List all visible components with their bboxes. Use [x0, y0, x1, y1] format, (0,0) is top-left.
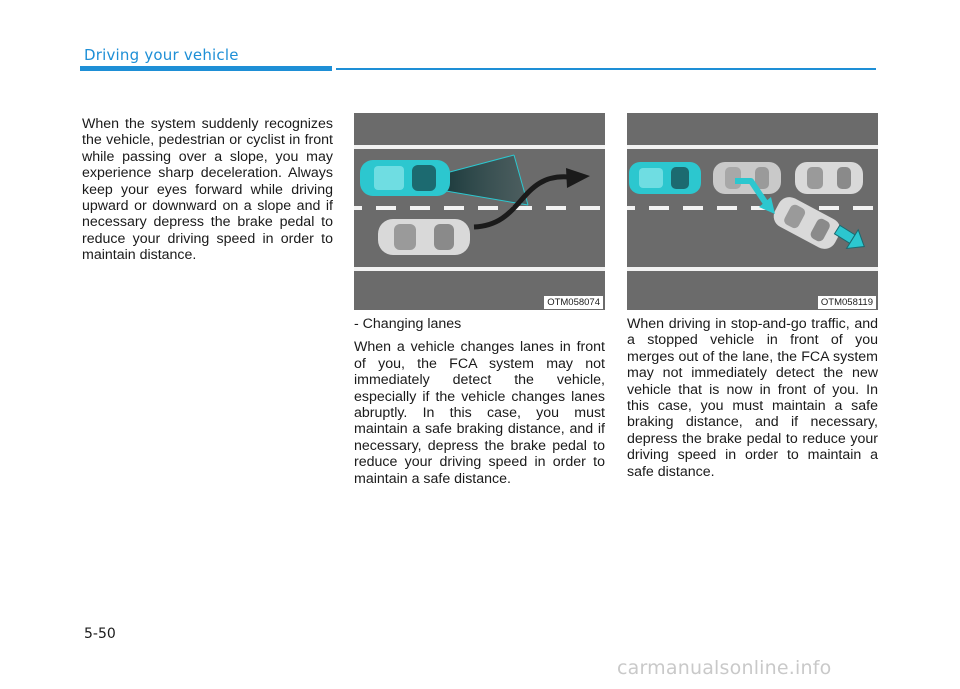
lane-edge-line [627, 145, 878, 149]
page-number: 5-50 [84, 626, 116, 642]
figure-code: OTM058074 [544, 296, 603, 309]
lane-edge-line [627, 267, 878, 271]
header-rule-left [80, 66, 332, 71]
own-vehicle [360, 160, 450, 196]
slope-paragraph: When the system suddenly recognizes the vehicle, pedestrian or cyclist in front while passing over a slope, you may experience sharp deceleration. Always keep your eyes forward while driving upward or downward on a slope and if necessary depress the brake pedal to reduce your driving speed in order to maintain distance. [82, 116, 333, 264]
stop-and-go-illustration [627, 113, 878, 310]
figure-stop-and-go [627, 113, 878, 310]
front-vehicle [795, 162, 863, 194]
header-rule-right [336, 68, 876, 70]
lane-edge-line [354, 145, 605, 149]
merging-vehicle [378, 219, 470, 255]
changing-lanes-illustration [354, 113, 605, 310]
own-vehicle [629, 162, 701, 194]
section-heading: - Changing lanes [354, 316, 462, 332]
column-1 [82, 116, 333, 264]
watermark: carmanualsonline.info [617, 657, 832, 679]
header-title: Driving your vehicle [84, 46, 239, 64]
figure-code: OTM058119 [818, 296, 876, 309]
column-2 [354, 316, 605, 487]
lane-edge-line [354, 267, 605, 271]
stop-and-go-paragraph: When driving in stop-and-go traffic, and a stopped vehicle in front of you merges out of the lane, the FCA system may not immediately detect the new vehicle that is now in front of you. In this case, you must maintain a safe braking distance, and if necessary, depress the brake pedal to reduce your driving speed in order to maintain a safe distance. [627, 316, 878, 480]
column-3 [627, 316, 878, 480]
figure-changing-lanes [354, 113, 605, 310]
changing-lanes-paragraph: When a vehicle changes lanes in front of you, the FCA system may not immediately detect the vehicle, especially if the vehicle changes lanes abruptly. In this case, you must maintain a safe braking distance, and if necessary, depress the brake pedal to reduce your driving speed in order to maintain a safe distance. [354, 339, 605, 487]
